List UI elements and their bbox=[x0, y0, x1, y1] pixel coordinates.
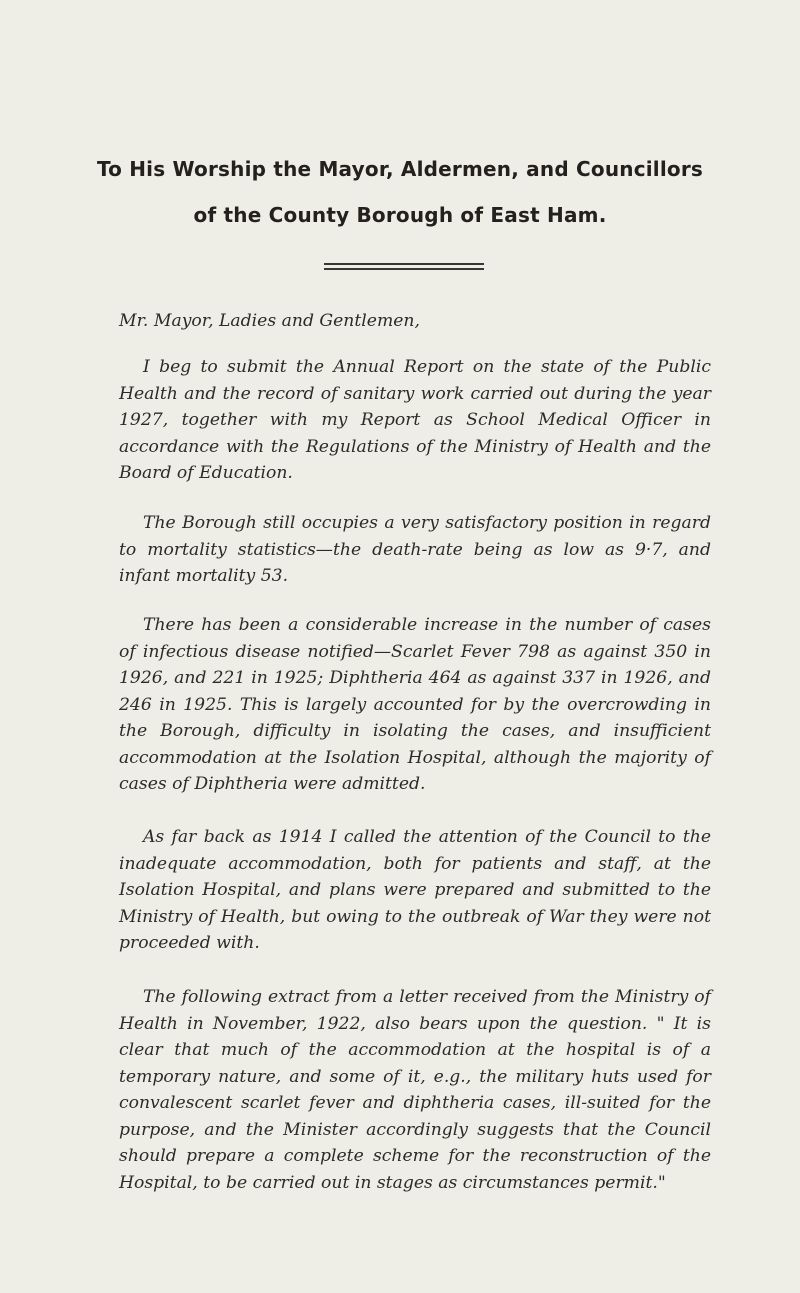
paragraph-infectious-disease bbox=[119, 612, 711, 798]
paragraph-text: There has been a considerable increase in the number of cases of infectious disease notified—Scarlet Fever 798 as against 350 in 1926, and 221 in 1925; Diphtheria 464 as against 337 in 1926, and 246 in 1925. This is largely accounted for by the overcrowding in the Borough, difficulty in isolating the cases, and insufficient accommodation at the Isolation Hospital, although the majority of cases of Diphtheria were admitted. bbox=[119, 615, 711, 794]
paragraph-isolation-hospital bbox=[119, 824, 711, 957]
address-heading-line-2: of the County Borough of East Ham. bbox=[193, 203, 607, 227]
paragraph-text: The Borough still occupies a very satisfactory position in regard to mortality statistics—the death-rate being as low as 9·7, and infant mortality 53. bbox=[119, 513, 711, 586]
address-heading-line-1: To His Worship the Mayor, Aldermen, and Councillors bbox=[96, 157, 704, 181]
paragraph-ministry-extract bbox=[119, 984, 711, 1196]
divider-rule-bottom bbox=[324, 268, 484, 270]
paragraph-text: The following extract from a letter received from the Ministry of Health in November, 1922, also bears upon the question. " It is clear that much of the accommodation at the hospital is of a temporary nature, and some of it, e.g., the military huts used for convalescent scarlet fever and diphtheria cases, ill-suited for the purpose, and the Minister accordingly suggests that the Council should prepare a complete scheme for the reconstruction of the Hospital, to be carried out in stages as circumstances permit." bbox=[119, 987, 711, 1193]
divider-rule-top bbox=[324, 263, 484, 265]
paragraph-text: I beg to submit the Annual Report on the state of the Public Health and the record of sanitary work carried out during the year 1927, together with my Report as School Medical Officer in accordance with the Regulations of the Ministry of Health and the Board of Education. bbox=[119, 357, 711, 483]
paragraph-annual-report bbox=[119, 354, 711, 487]
salutation: Mr. Mayor, Ladies and Gentlemen, bbox=[119, 311, 420, 331]
paragraph-text: As far back as 1914 I called the attention of the Council to the inadequate accommodation, both for patients and staff, at the Isolation Hospital, and plans were prepared and submitted to the Ministry of Health, but owing to the outbreak of War they were not proceeded with. bbox=[119, 827, 711, 953]
paragraph-mortality bbox=[119, 510, 711, 590]
